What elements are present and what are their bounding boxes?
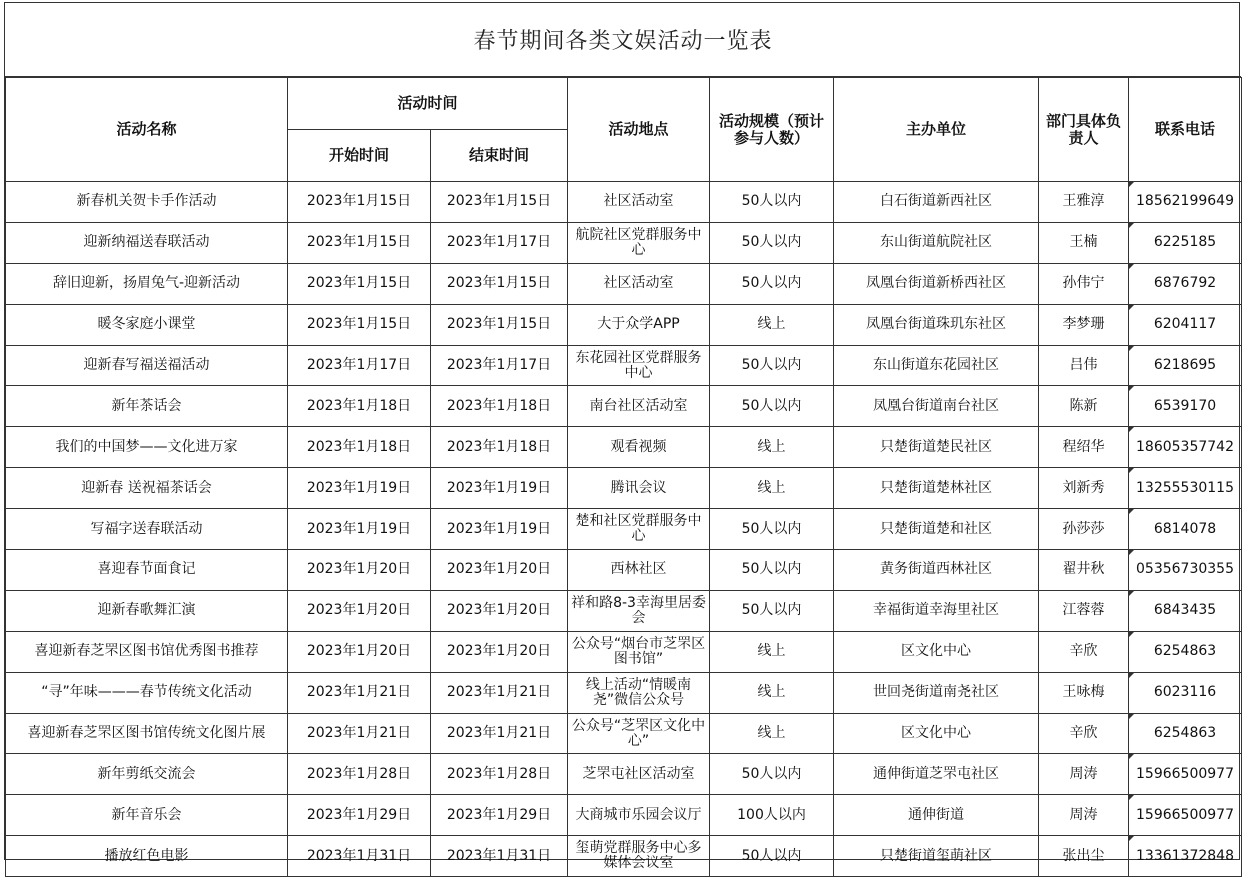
table-row <box>6 427 1242 468</box>
table-row <box>6 672 1242 713</box>
cell-activity-name[interactable]: 新年剪纸交流会 <box>6 754 288 795</box>
cell-phone[interactable]: 15966500977 <box>1129 754 1242 795</box>
cell-activity-name[interactable]: 新年音乐会 <box>6 795 288 836</box>
cell-start-date[interactable]: 2023年1月19日 <box>288 509 431 550</box>
table-row <box>6 386 1242 427</box>
cell-scale[interactable]: 线上 <box>710 672 834 713</box>
cell-location[interactable]: 公众号“芝罘区文化中心” <box>568 713 710 754</box>
cell-end-date[interactable]: 2023年1月20日 <box>431 631 568 672</box>
spreadsheet-frame <box>4 2 1240 872</box>
cell-scale[interactable]: 线上 <box>710 427 834 468</box>
cell-activity-name[interactable]: 新年茶话会 <box>6 386 288 427</box>
table-row <box>6 182 1242 223</box>
cell-end-date[interactable]: 2023年1月19日 <box>431 509 568 550</box>
cell-phone[interactable]: 13361372848 <box>1129 836 1242 877</box>
cell-start-date[interactable]: 2023年1月18日 <box>288 386 431 427</box>
cell-scale[interactable]: 线上 <box>710 468 834 509</box>
cell-end-date[interactable]: 2023年1月28日 <box>431 754 568 795</box>
cell-start-date[interactable]: 2023年1月15日 <box>288 304 431 345</box>
cell-phone[interactable]: 18605357742 <box>1129 427 1242 468</box>
cell-person[interactable]: 李梦珊 <box>1039 304 1129 345</box>
header-location: 活动地点 <box>568 78 710 182</box>
cell-activity-name[interactable]: 迎新春写福送福活动 <box>6 345 288 386</box>
cell-organizer[interactable]: 区文化中心 <box>834 631 1039 672</box>
cell-location[interactable]: 社区活动室 <box>568 182 710 223</box>
cell-person[interactable]: 孙莎莎 <box>1039 509 1129 550</box>
cell-person[interactable]: 周涛 <box>1039 754 1129 795</box>
cell-end-date[interactable]: 2023年1月21日 <box>431 672 568 713</box>
cell-organizer[interactable]: 只楚街道楚民社区 <box>834 427 1039 468</box>
cell-start-date[interactable]: 2023年1月18日 <box>288 427 431 468</box>
cell-location[interactable]: 航院社区党群服务中心 <box>568 222 710 263</box>
cell-activity-name[interactable]: 暖冬家庭小课堂 <box>6 304 288 345</box>
header-time: 活动时间 <box>288 78 568 130</box>
cell-organizer[interactable]: 世回尧街道南尧社区 <box>834 672 1039 713</box>
cell-end-date[interactable]: 2023年1月17日 <box>431 222 568 263</box>
cell-start-date[interactable]: 2023年1月20日 <box>288 590 431 631</box>
table-title: 春节期间各类文娱活动一览表 <box>5 3 1241 77</box>
cell-phone[interactable]: 6254863 <box>1129 631 1242 672</box>
cell-activity-name[interactable]: 播放红色电影 <box>6 836 288 877</box>
cell-scale[interactable]: 50人以内 <box>710 754 834 795</box>
cell-scale[interactable]: 50人以内 <box>710 222 834 263</box>
cell-organizer[interactable]: 黄务街道西林社区 <box>834 550 1039 591</box>
cell-end-date[interactable]: 2023年1月18日 <box>431 427 568 468</box>
cell-scale[interactable]: 100人以内 <box>710 795 834 836</box>
cell-person[interactable]: 程绍华 <box>1039 427 1129 468</box>
cell-person[interactable]: 翟井秋 <box>1039 550 1129 591</box>
cell-end-date[interactable]: 2023年1月20日 <box>431 590 568 631</box>
cell-phone[interactable]: 6023116 <box>1129 672 1242 713</box>
table-row <box>6 550 1242 591</box>
cell-person[interactable]: 王咏梅 <box>1039 672 1129 713</box>
cell-start-date[interactable]: 2023年1月15日 <box>288 263 431 304</box>
cell-start-date[interactable]: 2023年1月29日 <box>288 795 431 836</box>
cell-location[interactable]: 芝罘屯社区活动室 <box>568 754 710 795</box>
cell-start-date[interactable]: 2023年1月20日 <box>288 631 431 672</box>
cell-scale[interactable]: 50人以内 <box>710 386 834 427</box>
cell-organizer[interactable]: 只楚街道楚林社区 <box>834 468 1039 509</box>
cell-organizer[interactable]: 只楚街道玺萌社区 <box>834 836 1039 877</box>
header-scale: 活动规模（预计参与人数） <box>710 78 834 182</box>
cell-location[interactable]: 玺萌党群服务中心多媒体会议室 <box>568 836 710 877</box>
cell-activity-name[interactable]: 迎新春歌舞汇演 <box>6 590 288 631</box>
table-row <box>6 222 1242 263</box>
cell-start-date[interactable]: 2023年1月15日 <box>288 222 431 263</box>
header-person: 部门具体负责人 <box>1039 78 1129 182</box>
cell-start-date[interactable]: 2023年1月21日 <box>288 672 431 713</box>
cell-activity-name[interactable]: 迎新春 送祝福茶话会 <box>6 468 288 509</box>
cell-person[interactable]: 陈新 <box>1039 386 1129 427</box>
cell-organizer[interactable]: 幸福街道幸海里社区 <box>834 590 1039 631</box>
cell-location[interactable]: 南台社区活动室 <box>568 386 710 427</box>
cell-organizer[interactable]: 白石街道新西社区 <box>834 182 1039 223</box>
table-row <box>6 263 1242 304</box>
cell-location[interactable]: 腾讯会议 <box>568 468 710 509</box>
table-row <box>6 713 1242 754</box>
cell-activity-name[interactable]: 喜迎新春芝罘区图书馆优秀图书推荐 <box>6 631 288 672</box>
cell-end-date[interactable]: 2023年1月15日 <box>431 304 568 345</box>
table-row <box>6 509 1242 550</box>
cell-organizer[interactable]: 只楚街道楚和社区 <box>834 509 1039 550</box>
table-row <box>6 754 1242 795</box>
cell-scale[interactable]: 线上 <box>710 304 834 345</box>
cell-location[interactable]: 社区活动室 <box>568 263 710 304</box>
cell-scale[interactable]: 50人以内 <box>710 590 834 631</box>
table-row <box>6 795 1242 836</box>
cell-end-date[interactable]: 2023年1月20日 <box>431 550 568 591</box>
cell-phone[interactable]: 6204117 <box>1129 304 1242 345</box>
cell-organizer[interactable]: 凤凰台街道珠玑东社区 <box>834 304 1039 345</box>
cell-organizer[interactable]: 凤凰台街道南台社区 <box>834 386 1039 427</box>
cell-organizer[interactable]: 通伸街道芝罘屯社区 <box>834 754 1039 795</box>
cell-scale[interactable]: 50人以内 <box>710 182 834 223</box>
cell-scale[interactable]: 50人以内 <box>710 550 834 591</box>
cell-scale[interactable]: 线上 <box>710 631 834 672</box>
cell-activity-name[interactable]: 辞旧迎新，扬眉兔气-迎新活动 <box>6 263 288 304</box>
cell-activity-name[interactable]: 迎新纳福送春联活动 <box>6 222 288 263</box>
cell-person[interactable]: 吕伟 <box>1039 345 1129 386</box>
cell-person[interactable]: 孙伟宁 <box>1039 263 1129 304</box>
cell-start-date[interactable]: 2023年1月28日 <box>288 754 431 795</box>
cell-organizer[interactable]: 凤凰台街道新桥西社区 <box>834 263 1039 304</box>
table-row <box>6 468 1242 509</box>
cell-phone[interactable]: 6225185 <box>1129 222 1242 263</box>
cell-scale[interactable]: 50人以内 <box>710 836 834 877</box>
cell-location[interactable]: 西林社区 <box>568 550 710 591</box>
header-phone: 联系电话 <box>1129 78 1242 182</box>
cell-start-date[interactable]: 2023年1月21日 <box>288 713 431 754</box>
cell-activity-name[interactable]: 喜迎春节面食记 <box>6 550 288 591</box>
table-row <box>6 631 1242 672</box>
cell-end-date[interactable]: 2023年1月29日 <box>431 795 568 836</box>
cell-phone[interactable]: 15966500977 <box>1129 795 1242 836</box>
table-row <box>6 304 1242 345</box>
cell-phone[interactable]: 6843435 <box>1129 590 1242 631</box>
cell-end-date[interactable]: 2023年1月31日 <box>431 836 568 877</box>
cell-organizer[interactable]: 区文化中心 <box>834 713 1039 754</box>
cell-activity-name[interactable]: 喜迎新春芝罘区图书馆传统文化图片展 <box>6 713 288 754</box>
table-row <box>6 345 1242 386</box>
cell-location[interactable]: 东花园社区党群服务中心 <box>568 345 710 386</box>
cell-scale[interactable]: 50人以内 <box>710 345 834 386</box>
cell-location[interactable]: 大商城市乐园会议厅 <box>568 795 710 836</box>
cell-location[interactable]: 楚和社区党群服务中心 <box>568 509 710 550</box>
cell-activity-name[interactable]: “寻”年味———春节传统文化活动 <box>6 672 288 713</box>
cell-activity-name[interactable]: 新春机关贺卡手作活动 <box>6 182 288 223</box>
cell-person[interactable]: 辛欣 <box>1039 631 1129 672</box>
cell-person[interactable]: 刘新秀 <box>1039 468 1129 509</box>
cell-location[interactable]: 线上活动“情暖南尧”微信公众号 <box>568 672 710 713</box>
cell-end-date[interactable]: 2023年1月17日 <box>431 345 568 386</box>
table-header <box>6 78 1242 182</box>
header-start: 开始时间 <box>288 130 431 182</box>
cell-phone[interactable]: 6218695 <box>1129 345 1242 386</box>
table-row <box>6 836 1242 877</box>
cell-organizer[interactable]: 通伸街道 <box>834 795 1039 836</box>
cell-phone[interactable]: 05356730355 <box>1129 550 1242 591</box>
cell-phone[interactable]: 6254863 <box>1129 713 1242 754</box>
cell-start-date[interactable]: 2023年1月31日 <box>288 836 431 877</box>
cell-activity-name[interactable]: 我们的中国梦——文化进万家 <box>6 427 288 468</box>
cell-end-date[interactable]: 2023年1月18日 <box>431 386 568 427</box>
cell-phone[interactable]: 6876792 <box>1129 263 1242 304</box>
cell-end-date[interactable]: 2023年1月15日 <box>431 263 568 304</box>
cell-end-date[interactable]: 2023年1月21日 <box>431 713 568 754</box>
cell-activity-name[interactable]: 写福字送春联活动 <box>6 509 288 550</box>
cell-phone[interactable]: 13255530115 <box>1129 468 1242 509</box>
cell-person[interactable]: 周涛 <box>1039 795 1129 836</box>
cell-person[interactable]: 王雅淳 <box>1039 182 1129 223</box>
cell-location[interactable]: 祥和路8-3幸海里居委会 <box>568 590 710 631</box>
cell-end-date[interactable]: 2023年1月15日 <box>431 182 568 223</box>
cell-phone[interactable]: 18562199649 <box>1129 182 1242 223</box>
cell-end-date[interactable]: 2023年1月19日 <box>431 468 568 509</box>
header-organizer: 主办单位 <box>834 78 1039 182</box>
cell-phone[interactable]: 6814078 <box>1129 509 1242 550</box>
cell-person[interactable]: 江蓉蓉 <box>1039 590 1129 631</box>
table-row <box>6 590 1242 631</box>
cell-location[interactable]: 公众号“烟台市芝罘区图书馆” <box>568 631 710 672</box>
activity-table <box>5 77 1242 877</box>
cell-organizer[interactable]: 东山街道东花园社区 <box>834 345 1039 386</box>
cell-person[interactable]: 辛欣 <box>1039 713 1129 754</box>
cell-phone[interactable]: 6539170 <box>1129 386 1242 427</box>
header-end: 结束时间 <box>431 130 568 182</box>
cell-start-date[interactable]: 2023年1月20日 <box>288 550 431 591</box>
cell-start-date[interactable]: 2023年1月17日 <box>288 345 431 386</box>
cell-organizer[interactable]: 东山街道航院社区 <box>834 222 1039 263</box>
cell-start-date[interactable]: 2023年1月19日 <box>288 468 431 509</box>
header-name: 活动名称 <box>6 78 288 182</box>
cell-location[interactable]: 大于众学APP <box>568 304 710 345</box>
cell-scale[interactable]: 线上 <box>710 713 834 754</box>
cell-start-date[interactable]: 2023年1月15日 <box>288 182 431 223</box>
cell-person[interactable]: 张出尘 <box>1039 836 1129 877</box>
cell-scale[interactable]: 50人以内 <box>710 263 834 304</box>
cell-location[interactable]: 观看视频 <box>568 427 710 468</box>
table-body <box>6 182 1242 877</box>
cell-person[interactable]: 王楠 <box>1039 222 1129 263</box>
cell-scale[interactable]: 50人以内 <box>710 509 834 550</box>
